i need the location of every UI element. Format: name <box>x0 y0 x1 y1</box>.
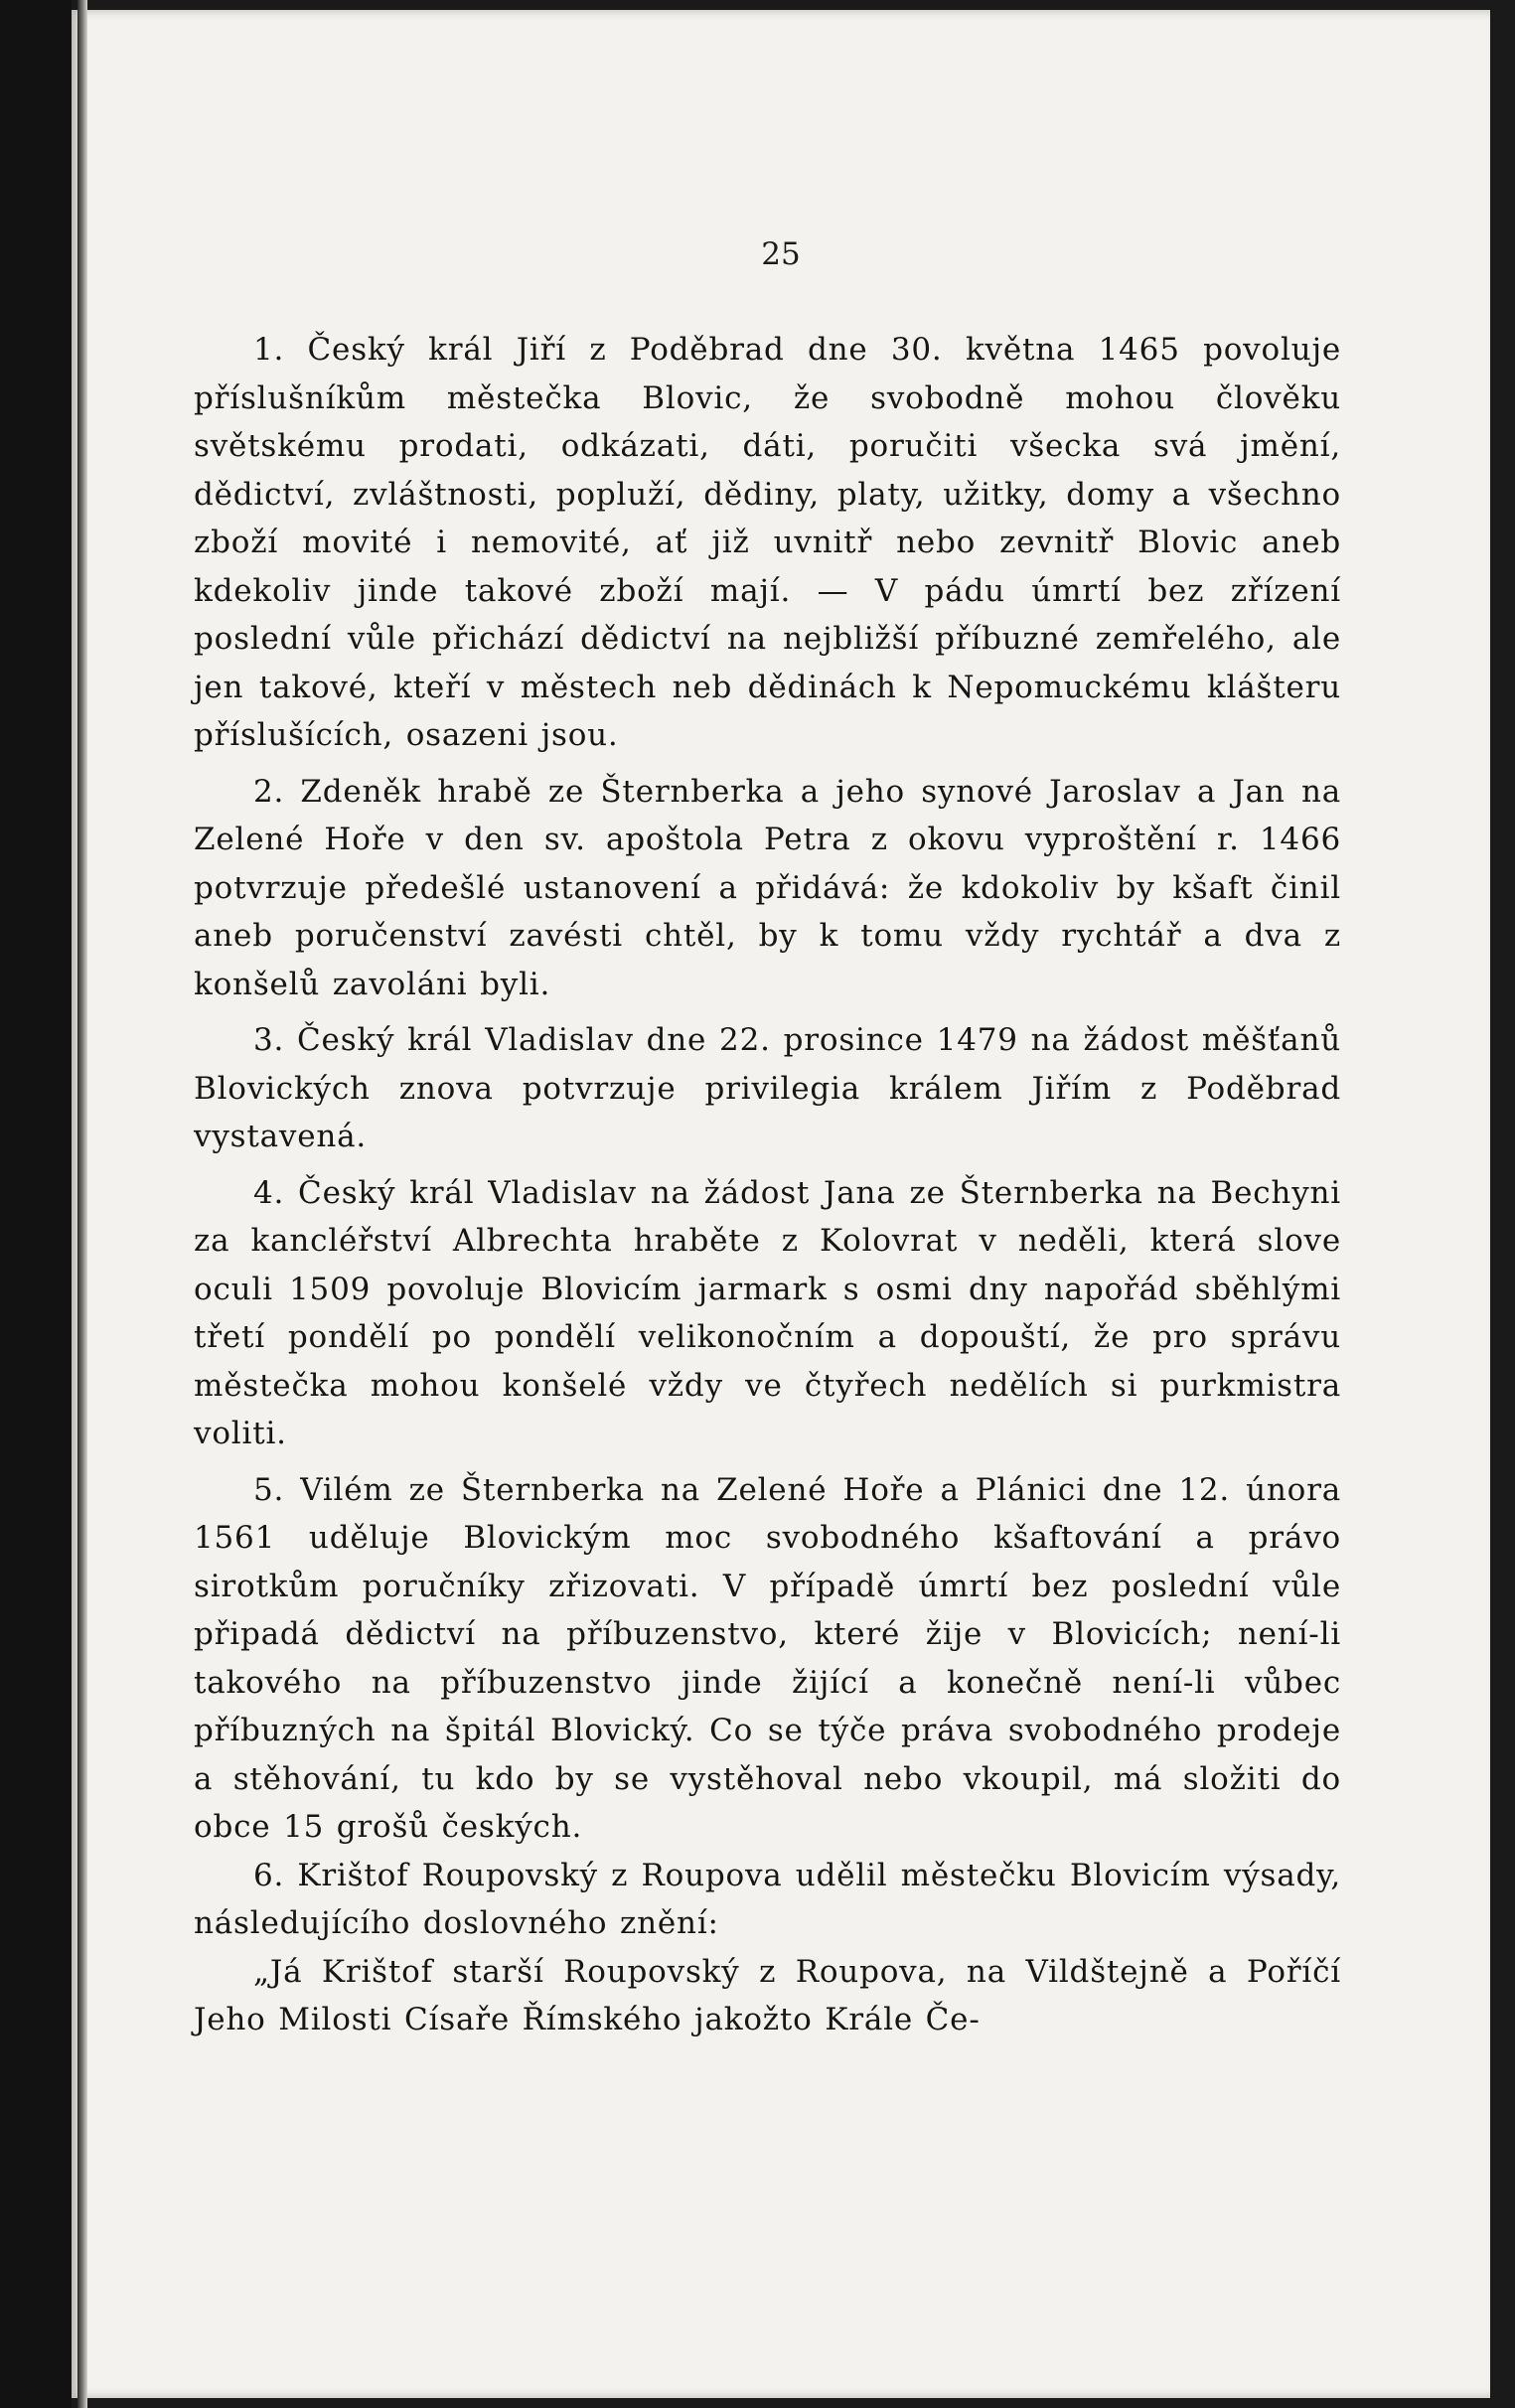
page-body <box>194 326 1341 2044</box>
binding-gutter <box>77 0 87 2408</box>
quotation-start: „Já Krištof starší Roupovský z Roupova, na Vildštejně a Poříčí Jeho Milosti Císaře Římského jakožto Krále Če- <box>194 1953 1341 2037</box>
paragraph-1: 1. Český král Jiří z Poděbrad dne 30. května 1465 povoluje příslušníkům městečka Blovic, že svobodně mohou člověku světskému prodati, odkázati, dáti, poručiti všecka svá jmění, dědictví, zvláštnosti, popluží, dědiny, platy, užitky, domy a všechno zboží movité i nemovité, ať již uvnitř nebo zevnitř Blovic aneb kdekoliv jinde takové zboží mají. — V pádu úmrtí bez zřízení poslední vůle přichází dědictví na nejbližší příbuzné zemřelého, ale jen takové, kteří v městech neb dědinách k Nepomuckému klášteru příslušících, osazeni jsou. <box>194 332 1341 753</box>
paragraph-3: 3. Český král Vladislav dne 22. prosince 1479 na žádost měšťanů Blovických znova potvrzuje privilegia králem Jiřím z Poděbrad vystavená. <box>194 1022 1341 1154</box>
paragraph-2: 2. Zdeněk hrabě ze Šternberka a jeho synové Jaroslav a Jan na Zelené Hoře v den sv. apoštola Petra z okovu vyproštění r. 1466 potvrzuje předešlé ustanovení a přidává: že kdokoliv by kšaft činil aneb poručenství zavésti chtěl, by k tomu vždy rychtář a dva z konšelů zavoláni byli. <box>194 773 1341 1002</box>
page-number: 25 <box>761 236 801 272</box>
scan-left-edge <box>0 0 72 2408</box>
book-page <box>72 10 1490 2398</box>
paragraph-5: 5. Vilém ze Šternberka na Zelené Hoře a Plánici dne 12. února 1561 uděluje Blovickým moc svobodného kšaftování a právo sirotkům poručníky zřizovati. V případě úmrtí bez poslední vůle připadá dědictví na příbuzenstvo, které žije v Blovicích; není-li takového na příbuzenstvo jinde žijící a konečně není-li vůbec příbuzných na špitál Blovický. Co se týče práva svobodného prodeje a stěhování, tu kdo by se vystěhoval nebo vkoupil, má složiti do obce 15 grošů českých. <box>194 1471 1341 1845</box>
paragraph-6: 6. Krištof Roupovský z Roupova udělil městečku Blovicím výsady, následujícího doslovného znění: <box>194 1857 1341 1941</box>
paragraph-4: 4. Český král Vladislav na žádost Jana ze Šternberka na Bechyni za kancléřství Albrechta hraběte z Kolovrat v neděli, která slove oculi 1509 povoluje Blovicím jarmark s osmi dny napořád sběhlými třetí pondělí po pondělí velikonočním a dopouští, že pro správu městečka mohou konšelé vždy ve čtyřech nedělích si purkmistra voliti. <box>194 1174 1341 1451</box>
